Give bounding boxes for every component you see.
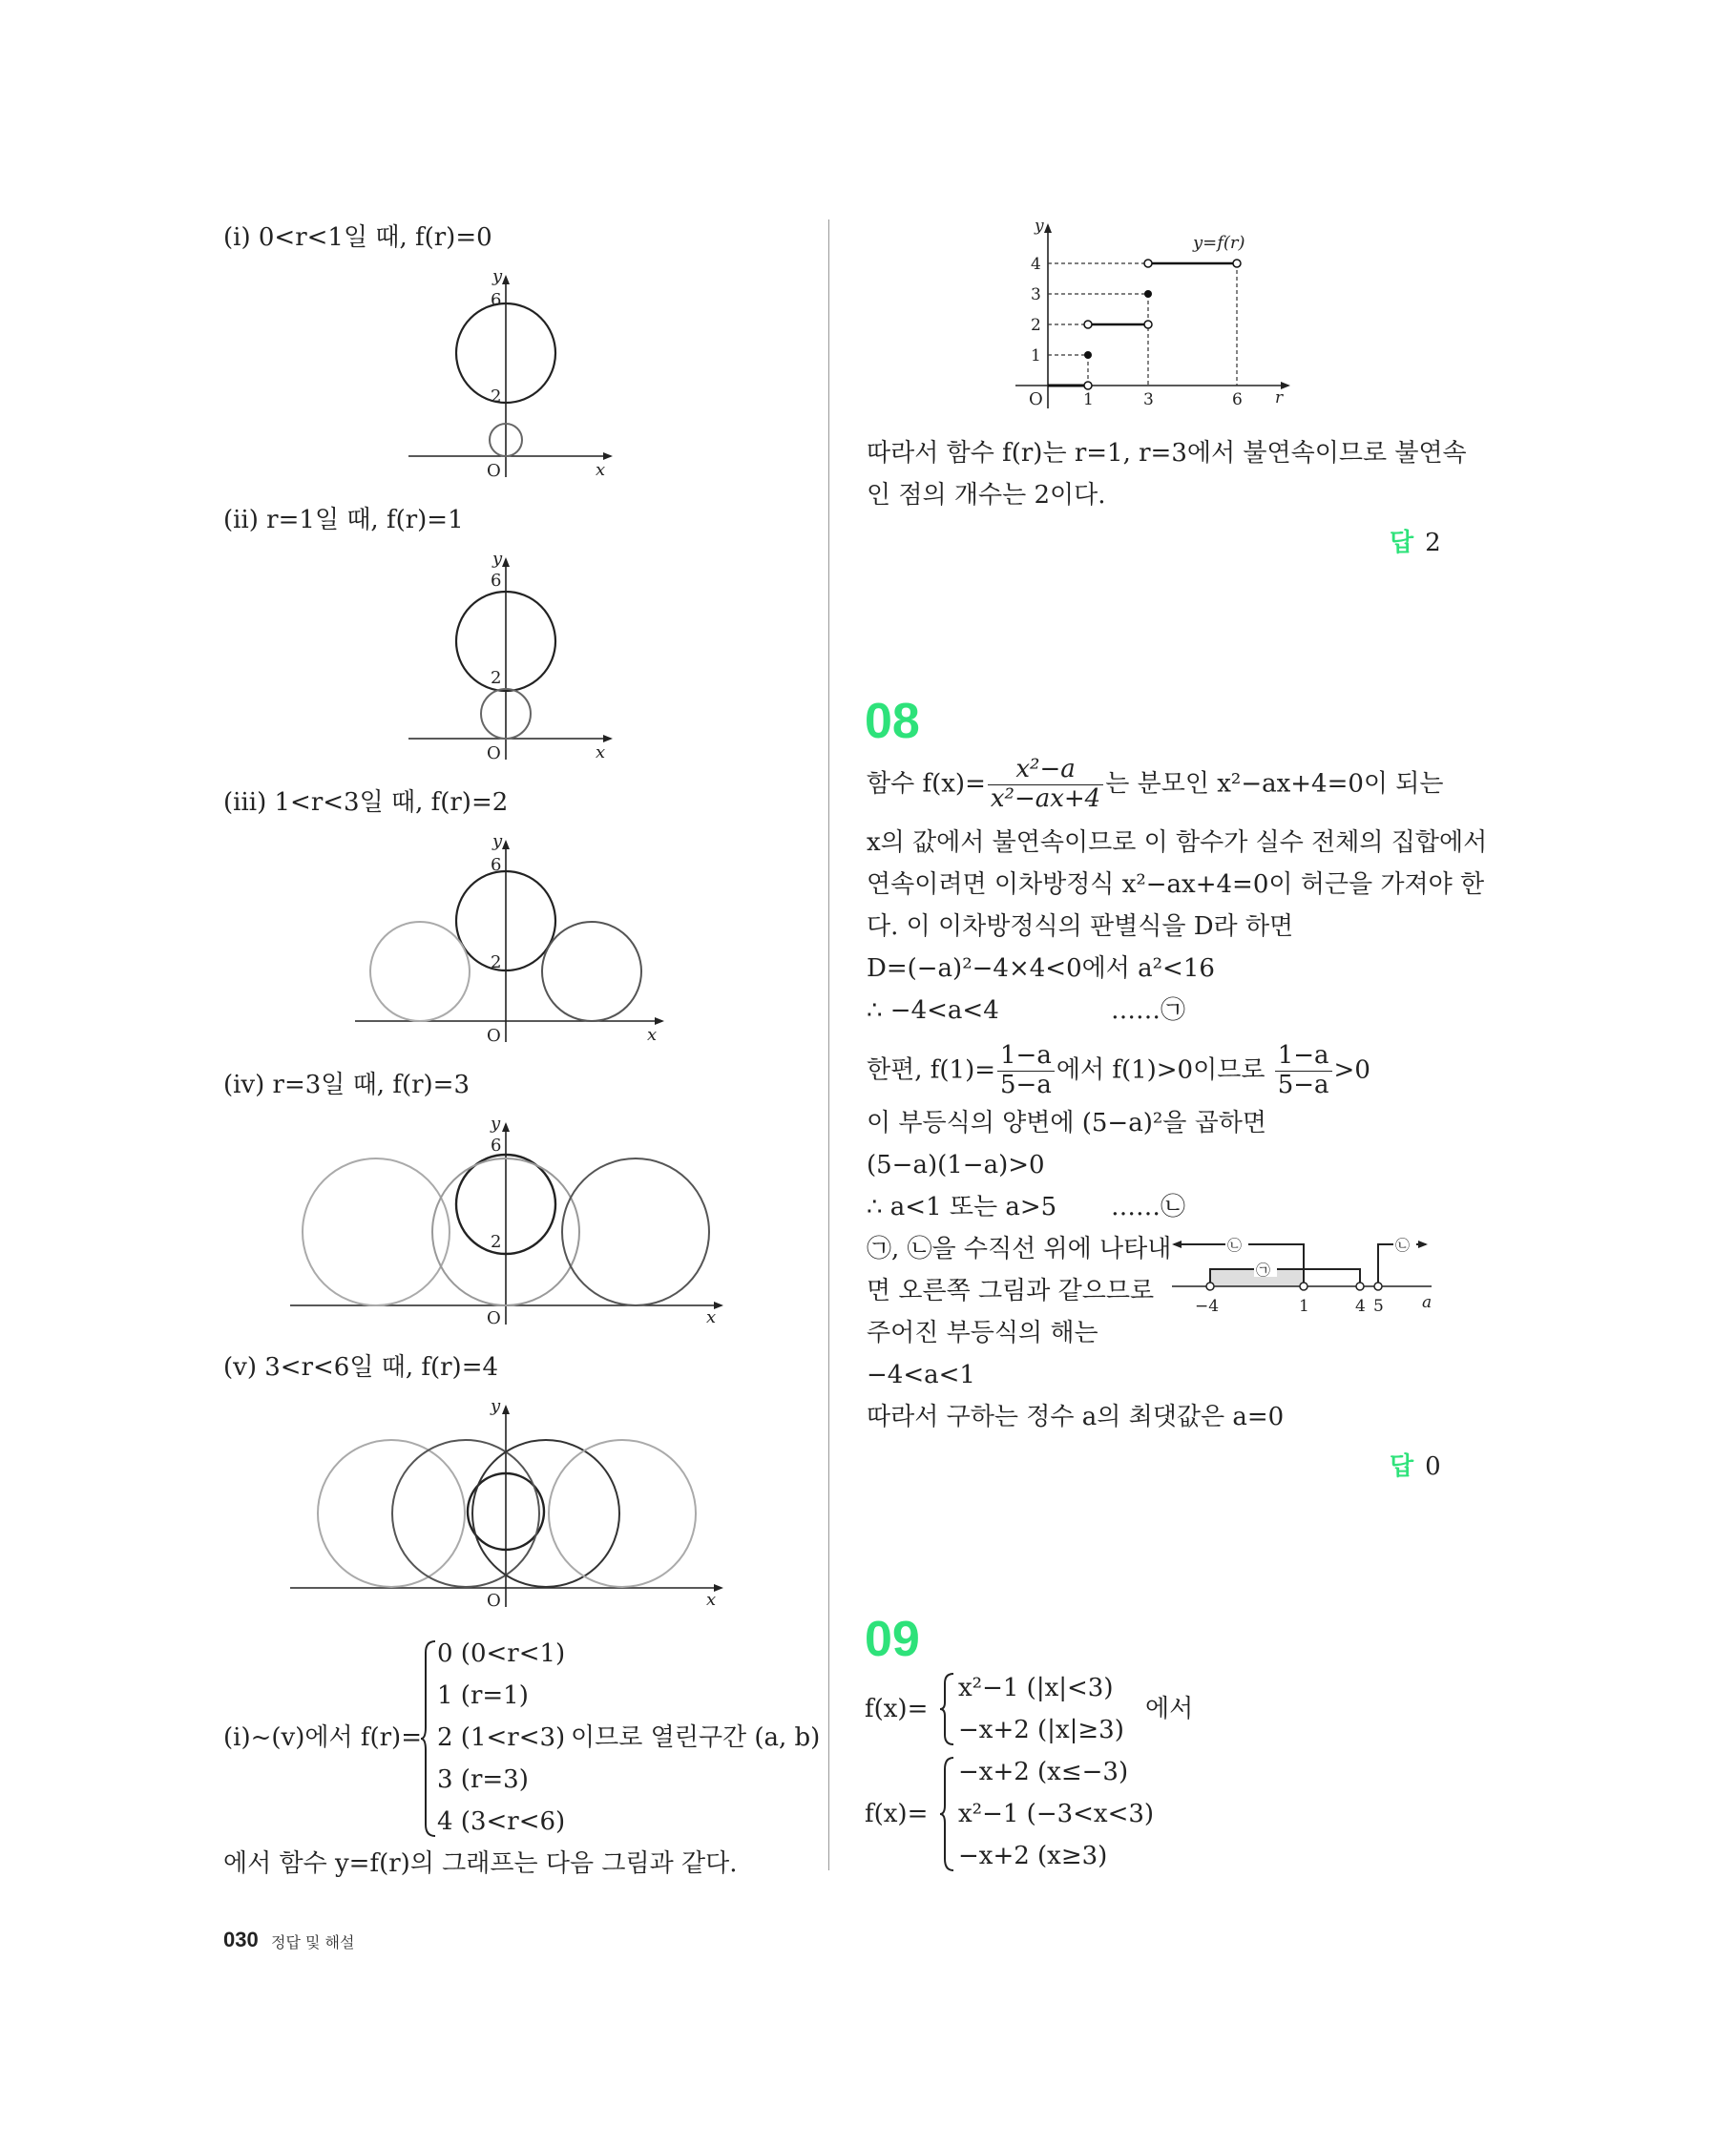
answer-08 — [1390, 1447, 1441, 1482]
problem-number-09: 09 — [865, 1612, 920, 1667]
origin-label: O — [1029, 389, 1043, 409]
p08-line-4: 다. 이 이차방정식의 판별식을 D라 하면 — [867, 912, 1294, 941]
p08-fraction-2: $\frac{1-a}{5-a}$ — [997, 1042, 1055, 1100]
nl-tick-1: 1 — [1299, 1297, 1309, 1316]
y-tick-4: 4 — [1031, 255, 1041, 274]
p09-f1-suffix: 에서 — [1145, 1695, 1194, 1723]
y-tick-2: 2 — [1031, 316, 1041, 335]
p09-f2-lhs: f(x)= — [865, 1800, 929, 1828]
y-axis-label: y — [491, 1396, 501, 1416]
graph-label: y=f(r) — [1193, 233, 1245, 253]
p08-line-8: 이 부등식의 양변에 (5−a)²을 곱하면 — [867, 1109, 1266, 1137]
case-5-heading: (ⅴ) 3<r<6일 때, f(r)=4 — [223, 1353, 499, 1382]
nl-tick-4: 4 — [1355, 1297, 1366, 1316]
p08-tag-1: ……㉠ — [1111, 996, 1186, 1025]
answer-label: 답 — [1390, 529, 1414, 557]
nl-tick-neg4: −4 — [1195, 1297, 1220, 1316]
piecewise-row-1: 0 (0<r<1) — [437, 1639, 566, 1668]
x-axis-label: x — [706, 1590, 717, 1610]
answer-value: 0 — [1425, 1452, 1441, 1481]
x-axis-label: x — [706, 1307, 717, 1327]
x-axis-label: x — [596, 742, 606, 762]
p09-f1-row-1: x²−1 (|x|<3) — [958, 1674, 1114, 1702]
x-axis-label: x — [596, 460, 606, 480]
tick-2: 2 — [491, 668, 502, 688]
p08-line-15: 따라서 구하는 정수 a의 최댓값은 a=0 — [867, 1403, 1285, 1431]
y-axis-label: y — [491, 1114, 501, 1134]
answer-value: 2 — [1425, 529, 1441, 557]
figure-case-1 — [401, 267, 620, 487]
origin-label: O — [487, 1026, 501, 1046]
piecewise-brace — [420, 1639, 439, 1838]
p08-fraction-3: $\frac{1-a}{5-a}$ — [1275, 1042, 1332, 1100]
figure-case-2 — [401, 550, 620, 769]
y-axis-label: y — [492, 549, 503, 569]
p08-line-11: ㉠, ㉡을 수직선 위에 나타내 — [867, 1235, 1172, 1263]
tick-6: 6 — [491, 571, 502, 591]
column-divider — [828, 219, 829, 1870]
x-tick-3: 3 — [1143, 390, 1154, 409]
p08-line-6: ∴ −4<a<4 — [867, 996, 999, 1025]
number-line — [1168, 1231, 1445, 1326]
piecewise-row-2: 1 (r=1) — [437, 1681, 529, 1710]
p09-f2-row-3: −x+2 (x≥3) — [958, 1842, 1108, 1870]
piecewise-prefix: (ⅰ)~(ⅴ)에서 f(r)= — [223, 1723, 422, 1752]
nl-tag-2-left: ㉡ — [1227, 1237, 1243, 1254]
answer-07 — [1390, 523, 1441, 558]
problem-number-08: 08 — [865, 694, 920, 749]
tick-6: 6 — [491, 855, 502, 875]
p09-f1-lhs: f(x)= — [865, 1695, 929, 1723]
piecewise-row-5: 4 (3<r<6) — [437, 1807, 566, 1836]
y-tick-1: 1 — [1031, 346, 1041, 365]
tick-6: 6 — [491, 290, 502, 310]
nl-tick-5: 5 — [1373, 1297, 1384, 1316]
tick-2: 2 — [491, 1232, 502, 1252]
page-number: 030 — [223, 1928, 259, 1951]
p08-line-10: ∴ a<1 또는 a>5 — [867, 1193, 1057, 1221]
conclusion-line-1: 따라서 함수 f(r)는 r=1, r=3에서 불연속이므로 불연속 — [867, 439, 1467, 468]
figure-case-3 — [351, 832, 676, 1052]
p08-line-9: (5−a)(1−a)>0 — [867, 1151, 1045, 1179]
case-2-heading: (ⅱ) r=1일 때, f(r)=1 — [223, 506, 464, 534]
p08-line-5: D=(−a)²−4×4<0에서 a²<16 — [867, 954, 1215, 983]
case-1-heading: (ⅰ) 0<r<1일 때, f(r)=0 — [223, 223, 492, 252]
p08-fraction-1: $\frac{\text{x²−a}}{\text{x²−ax+4}}$ — [988, 756, 1103, 814]
piecewise-row-4: 3 (r=3) — [437, 1765, 529, 1794]
figure-case-5 — [286, 1397, 735, 1617]
tick-2: 2 — [491, 386, 502, 407]
figure-case-4 — [286, 1115, 735, 1334]
p08-line-3: 연속이려면 이차방정식 x²−ax+4=0이 허근을 가져야 한 — [867, 870, 1485, 899]
y-axis-label: y — [492, 266, 503, 286]
piecewise-row-3: 2 (1<r<3) — [437, 1723, 566, 1752]
answer-label: 답 — [1390, 1452, 1414, 1481]
r-axis-label: r — [1275, 388, 1284, 407]
origin-label: O — [487, 1591, 501, 1611]
case-4-heading: (ⅳ) r=3일 때, f(r)=3 — [223, 1071, 471, 1099]
y-axis-label: y — [1035, 217, 1044, 236]
nl-tag-2-right: ㉡ — [1395, 1237, 1411, 1254]
p08-line-2: x의 값에서 불연속이므로 이 함수가 실수 전체의 집합에서 — [867, 828, 1488, 857]
p09-f2-brace — [939, 1756, 956, 1872]
x-axis-label: x — [647, 1025, 658, 1045]
p09-f1-brace — [939, 1672, 956, 1746]
p08-line-13: 주어진 부등식의 해는 — [867, 1319, 1098, 1347]
x-tick-1: 1 — [1083, 390, 1094, 409]
p08-line-12: 면 오른쪽 그림과 같으므로 — [867, 1277, 1155, 1305]
p09-f1-row-2: −x+2 (|x|≥3) — [958, 1716, 1124, 1744]
y-axis-label: y — [492, 831, 503, 851]
origin-label: O — [487, 743, 501, 763]
case-3-heading: (ⅲ) 1<r<3일 때, f(r)=2 — [223, 788, 509, 817]
origin-label: O — [487, 461, 501, 481]
p08-tag-2: ……㉡ — [1111, 1193, 1186, 1221]
tick-6: 6 — [491, 1136, 502, 1156]
footer-title: 정답 및 해설 — [271, 1933, 355, 1951]
origin-label: O — [487, 1308, 501, 1328]
y-tick-3: 3 — [1031, 285, 1041, 304]
p08-line-7: 한편, f(1)= $\frac{1-a}{5-a}$ 에서 f(1)>0이므로 $\frac{1-a}{5-a}$ >0 — [867, 1041, 1370, 1099]
step-graph — [1012, 218, 1298, 418]
nl-axis-label: a — [1422, 1293, 1433, 1312]
piecewise-suffix: 이므로 열린구간 (a, b) — [571, 1723, 821, 1752]
conclusion-line-2: 인 점의 개수는 2이다. — [867, 481, 1106, 510]
p08-line-1: 함수 f(x)= $\frac{\text{x²−a}}{\text{x²−ax+4}}$ 는 분모인 x²−ax+4=0이 되는 — [867, 755, 1444, 813]
tick-2: 2 — [491, 952, 502, 972]
closing-sentence: 에서 함수 y=f(r)의 그래프는 다음 그림과 같다. — [223, 1849, 738, 1878]
p08-line-14: −4<a<1 — [867, 1361, 975, 1389]
p09-f2-row-1: −x+2 (x≤−3) — [958, 1758, 1129, 1786]
nl-tag-1: ㉠ — [1256, 1262, 1271, 1279]
p09-f2-row-2: x²−1 (−3<x<3) — [958, 1800, 1155, 1828]
x-tick-6: 6 — [1232, 390, 1243, 409]
